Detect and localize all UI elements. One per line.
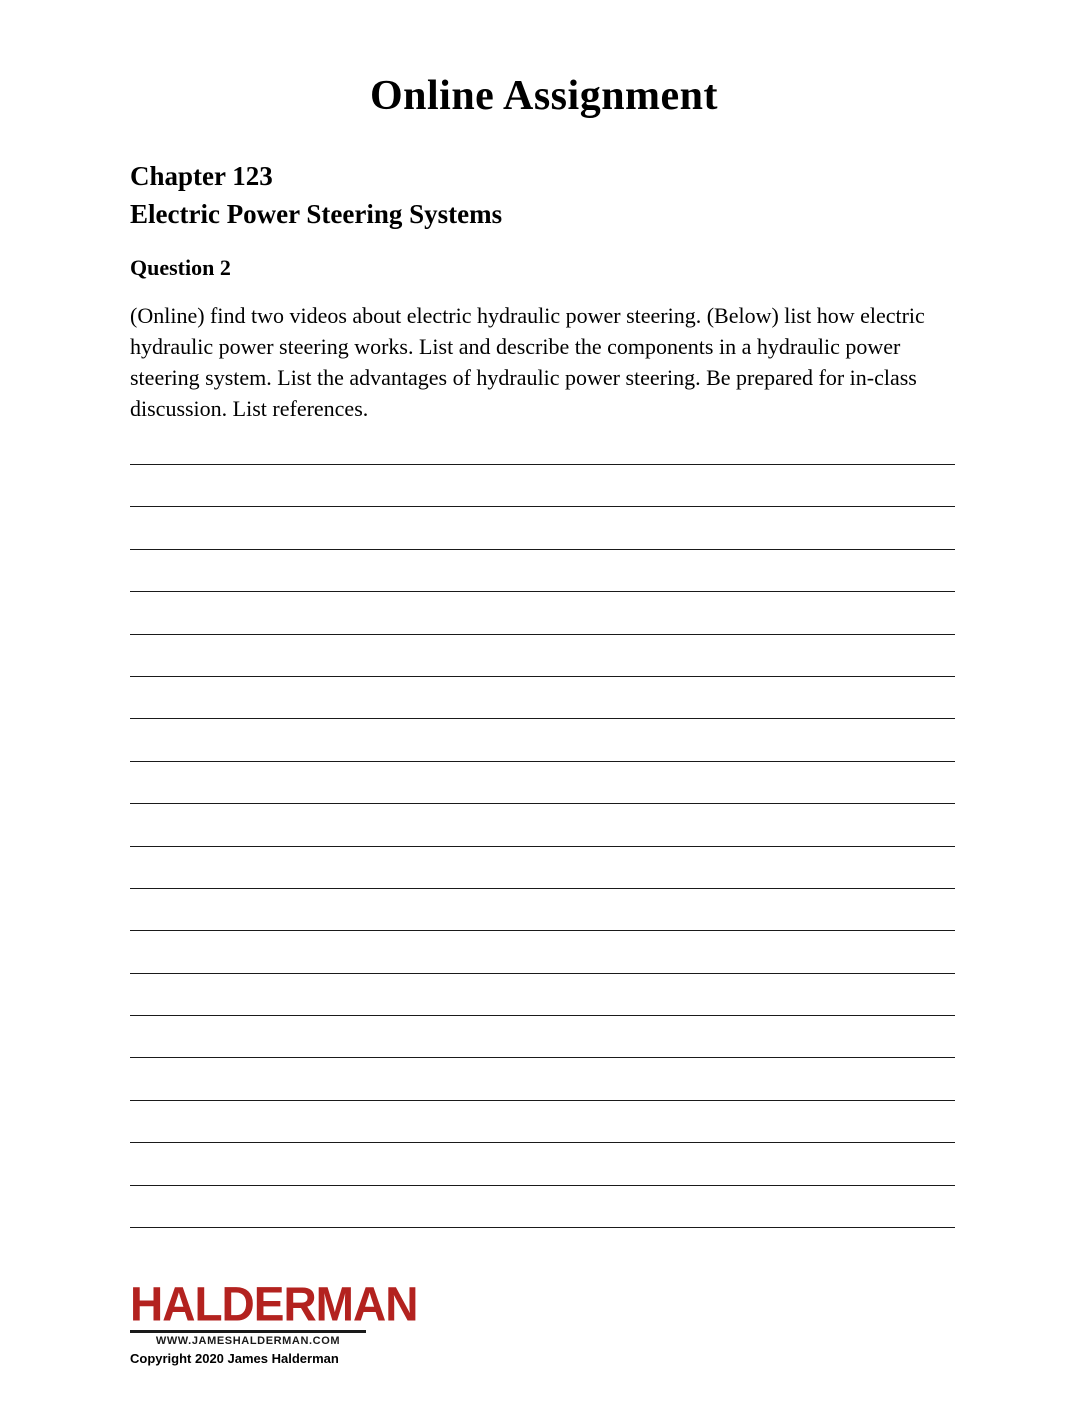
answer-line xyxy=(130,761,955,762)
answer-line xyxy=(130,846,955,847)
answer-line xyxy=(130,1100,955,1101)
copyright-text: Copyright 2020 James Halderman xyxy=(130,1351,339,1366)
answer-line xyxy=(130,506,955,507)
answer-line xyxy=(130,803,955,804)
answer-line xyxy=(130,1227,955,1228)
answer-line xyxy=(130,930,955,931)
answer-line xyxy=(130,634,955,635)
question-text: (Online) find two videos about electric hydraulic power steering. (Below) list how electric hydraulic power steering works. List and describe the components in a hydraulic power steering system. List the advantages of hydraulic power steering. Be prepared for in-class discussion. List references. xyxy=(130,303,925,421)
answer-line xyxy=(130,1015,955,1016)
footer xyxy=(130,1276,418,1366)
answer-line xyxy=(130,888,955,889)
answer-line xyxy=(130,549,955,550)
halderman-logo: HALDERMAN xyxy=(130,1276,418,1332)
answer-lines xyxy=(130,464,955,1269)
logo-website: WWW.JAMESHALDERMAN.COM xyxy=(155,1335,341,1347)
answer-line xyxy=(130,464,955,465)
answer-line xyxy=(130,973,955,974)
chapter-heading xyxy=(130,158,955,234)
chapter-number: Chapter 123 xyxy=(130,161,273,191)
answer-line xyxy=(130,1142,955,1143)
answer-line xyxy=(130,718,955,719)
question-label: Question 2 xyxy=(130,255,231,280)
chapter-title: Electric Power Steering Systems xyxy=(130,198,503,229)
answer-line xyxy=(130,591,955,592)
answer-line xyxy=(130,1185,955,1186)
answer-line xyxy=(130,676,955,677)
page-title: Online Assignment xyxy=(369,73,719,119)
answer-line xyxy=(130,1057,955,1058)
